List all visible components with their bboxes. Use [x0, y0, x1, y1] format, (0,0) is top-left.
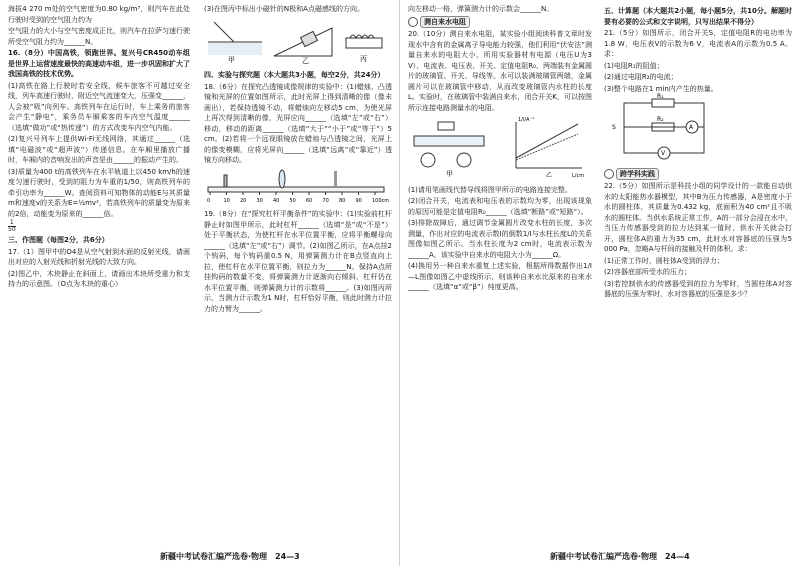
q17-part-a: 17.（1）图甲中的O4是从空气射到水面的反射光线，请画出对应的入射光线和折射光线的大致方向。 — [8, 247, 190, 266]
graph-line-dashed — [516, 134, 578, 160]
q20-part-1: (1)请用笔画线代替导线将图甲所示的电路连接完整。 — [408, 185, 572, 194]
q21-item-2: (2)通过电阻R₂的电流； — [604, 73, 678, 81]
q17-figures — [204, 18, 392, 68]
graph-line-solid — [516, 124, 578, 158]
bench-rail — [208, 187, 384, 192]
section-4-heading: 四、实验与探究题（本大题共3小题，每空2分，共24分） — [204, 71, 385, 79]
left-column-2 — [204, 4, 392, 315]
q20-part-4: (4)换用另一种自来水重复上述实验，根据所得数据作出1/I—L图像如图乙中虚线所示，则该种自来水比原来的自来水______（选填“α”或“β”）纯度更高。 — [408, 262, 592, 291]
battery — [438, 122, 454, 130]
graph-y-label: 1/I/A⁻¹ — [518, 117, 535, 123]
q17-part-b: (2)图乙中，木块静止在斜面上，请画出木块所受重力和支持力的示意图。（O点为木块的重心） — [8, 269, 190, 288]
fraction — [8, 220, 16, 233]
scale-tick-label: 0 — [207, 197, 211, 204]
q16-part-3: (3)质量为400 t的高铁列车在水平轨道上以450 km/h的速度匀速行驶时，受到的阻力为车重的1/50，则高铁列车的牵引功率为______W。查阅资料可知物体的动能E与其质量m和速度v的关系为E=½mv²，若高铁列车的质量变为原来的2倍，动能变为原来的______倍。 — [8, 167, 190, 218]
q21-circuit-figure — [604, 93, 792, 165]
q22-text: 22.（5分）如图所示是科技小组的同学设计的一款能自动供水的太阳能热水器模型，其中B为压力传感器，A是密度小于水的圆柱体，其质量为0.432 kg，底面积为40 cm²且不吸水的圆柱体。当供水系统正常工作，A的一部分会浸在水中，当压力传感器受到的拉力达到某一值时，供水开关就会打开，圆柱体A的重力为35 cm，此时水对容器底的压强为5 000 Pa，忽略A与杆间的接触及杆的体积。求： — [604, 182, 792, 253]
gear-icon — [604, 169, 614, 179]
label-s: S — [612, 124, 616, 131]
wood-block — [301, 31, 318, 46]
optical-bench-svg — [204, 169, 390, 203]
footer-right: 新疆中考试卷汇编严选卷·物理 24—4 — [550, 552, 690, 561]
q20-figure-svg — [408, 116, 592, 178]
scale-tick-label: 20 — [240, 197, 247, 204]
q21-item-3: (3)整个电路在1 min内产生的热量。 — [604, 84, 718, 93]
fig-label-bing: 丙 — [360, 54, 367, 63]
q20-part-2: (2)闭合开关，电流表和电压表的示数均为零，出现该现象的原因可能是定值电阻R₀______（选填“断路”或“短路”）。 — [408, 197, 592, 216]
optical-bench-figure — [204, 169, 392, 207]
q20-text: 20.（10分）测自来水电阻，某实验小组阅读科普文章时发现水中含有的金属离子导电能力较强，他们利用“伏安法”测量自来水的电阻大小，所用实验器材有电源（电压U为3 V）、电流表、电压表、开关、定值电阻R₀、两端装有金属圆片的玻璃管、开关、导线等。水可以装满玻璃管两端，金属圆片可以在玻璃管中移动，从而改变玻璃管内水柱的长度L。实验时，在玻璃管中装满自来水，闭合开关K，可以按图所示连接电路测量水的电阻。 — [408, 30, 592, 112]
fig-label-jia: 甲 — [228, 55, 235, 64]
electromagnet — [346, 38, 382, 48]
q19-tail: 向左移动一格，弹簧测力计的示数会______N。 — [408, 5, 554, 13]
right-column-1 — [408, 4, 592, 294]
q22-item-3: (3)若控制供水的传感器受到的拉力为零时，当圆柱体A对容器底的压强为零时，水对容器底的压强是多少？ — [604, 279, 792, 298]
q20-heading — [408, 16, 592, 29]
q16-part-1: (1)高铁在路上行驶时若安全线，候车旅客不可越过安全线，列车高速行驶时，附近空气流速变大，压强变______，人会被“吸”向列车。高铁列车在运行时，车上乘务的旅客会产生“静电”，乘务员车厢乘客的车内空气温度______（选填“做功”或“热传递”）的方式改变车内空气内能。 — [8, 81, 190, 132]
gear-icon — [408, 17, 418, 27]
convex-lens — [279, 170, 285, 188]
right-column-2 — [604, 4, 792, 301]
q17-part-c: (3)在图丙中标出小磁针的N极和A点磁感线的方向。 — [204, 5, 364, 13]
q16-part-2: (2)复兴号列车上提供Wi-Fi无线网络，其通过______（选填“电磁波”或“超声波”）传递信息。在车厢里播放广播时，车厢内的音响发出的声音是由______的振动产生的。 — [8, 135, 190, 164]
fig-label-yi: 乙 — [302, 56, 309, 65]
scale-tick-label: 90 — [355, 197, 362, 204]
q19-text: 19.（8分）在“探究杠杆平衡条件”的实验中：(1)实验前杠杆静止时如图甲所示，此时杠杆______（选填“是”或“不是”）处于平衡状态，为使杠杆在水平位置平衡，应将平衡螺母向______（选填“左”或“右”）调节。(2)如图乙所示，在A点挂2个钩码，每个钩码重0.5 N，用弹簧测力计在B点竖直向上拉，使杠杆在水平位置平衡，则拉力为______N。保持A点所挂钩码的数量不变，将弹簧测力计逐渐向右倾斜，杠杆仍在水平位置平衡，则弹簧测力计的示数将______。(3)如图丙所示，当测力计示数为1 N时，杠杆恰好平衡，则此时测力计拉力的力臂为______。 — [204, 210, 392, 313]
scale-tick-label: 100cm — [372, 197, 390, 204]
q17-figure-svg — [204, 18, 390, 64]
q22-item-1: (1)正常工作时，圆柱体A受到的浮力； — [604, 256, 724, 265]
water-region — [208, 43, 262, 55]
fraction-1-50 — [8, 220, 190, 233]
footer-left: 新疆中考试卷汇编严选卷·物理 24—3 — [160, 552, 300, 561]
inverse-current-graph — [516, 117, 584, 179]
q20-figures — [408, 116, 592, 182]
q22-item-2: (2)容器底部所受水的压力； — [604, 268, 691, 276]
q21-item-1: (1)电阻R₁的阻值； — [604, 61, 664, 70]
label-r2: R₂ — [657, 116, 664, 123]
scale-tick-label: 50 — [289, 197, 296, 204]
scale-tick-label: 60 — [306, 197, 313, 204]
scale-tick-label: 40 — [273, 197, 280, 204]
q21-text: 21.（5分）如图所示，闭合开关S，定值电阻R的电功率为1.8 W，电压表V的示数为6 V，电流表A的示数为0.5 A。求： — [604, 29, 792, 58]
q20-badge: 测自来水电阻 — [420, 16, 470, 29]
left-column-1 — [8, 4, 190, 291]
ammeter — [421, 153, 435, 167]
resistor-r1 — [652, 99, 674, 107]
scale-tick-label: 80 — [339, 197, 346, 204]
reflected-ray — [214, 22, 234, 42]
scale-tick-label: 70 — [322, 197, 329, 204]
q15-tail-2: 空气阻力的大小与空气密度成正比，则汽车在拉萨匀速行驶所受空气阻力约为______N。 — [8, 27, 190, 46]
water-tube — [414, 136, 484, 146]
q15-tail: 海拔4 270 m处的空气密度为0.80 kg/m³，则汽车在此处行驶时受到的空气阻力约为 — [8, 5, 190, 24]
q16-head: 16.（8分）中国高铁，领跑世界。复兴号CR450动车组是世界上运营速度最快的高速动车组，进一步巩固和扩大了我国高铁的技术优势。 — [8, 49, 190, 78]
label-r1: R₁ — [657, 93, 664, 100]
label-v: V — [661, 150, 666, 157]
q22-badge: 跨学科实践 — [616, 168, 659, 181]
q22-heading — [604, 168, 792, 181]
section-3-heading: 三、作图题（每图2分，共6分） — [8, 236, 109, 244]
scale-tick-label: 30 — [256, 197, 263, 204]
fig-label-jia: 甲 — [446, 170, 453, 178]
right-page — [400, 0, 800, 566]
fig-label-yi: 乙 — [546, 172, 553, 179]
graph-x-label: L/cm — [572, 173, 585, 179]
circuit-svg — [604, 93, 724, 161]
voltmeter — [457, 153, 471, 167]
q20-part-3: (3)排除故障后，通过调节金属圆片改变水柱的长度，多次测量，作出对应的电流表示数I的倒数1/I与水柱长度L的关系图像如图乙所示。当水柱长度为2 cm时，电流表示数为______A，该实验中自来水的电阻大小为______Ω。 — [408, 219, 592, 259]
fraction-numerator: 1 — [9, 219, 14, 226]
label-a: A — [689, 124, 694, 131]
q18-text: 18.（6分）在探究凸透镜成像规律的实验中：(1)蜡烛、凸透镜和光屏的位置如图所示，此时光屏上得到清晰的像（像未画出），若保持透镜不动，将蜡烛向左移动5 cm，为使光屏上再次得到清晰的像，光屏应向______（选填“左”或“右”）移动，移动的距离______（选填“大于”“小于”或“等于”）5 cm。(2)若将一个远视眼镜放在蜡烛与凸透镜之间，光屏上的像变模糊，应将光屏向______（选填“远离”或“靠近”）透镜方向移动。 — [204, 82, 392, 164]
fraction-denominator: 50 — [8, 226, 16, 233]
section-5-heading: 五、计算题（本大题共2小题，每小题5分，共10分。解题时要有必要的公式和文字说明，只写出结果不得分） — [604, 7, 792, 26]
scale-tick-label: 10 — [223, 197, 230, 204]
scale-ticks — [207, 192, 389, 204]
candle — [224, 175, 227, 187]
screen — [334, 171, 337, 187]
